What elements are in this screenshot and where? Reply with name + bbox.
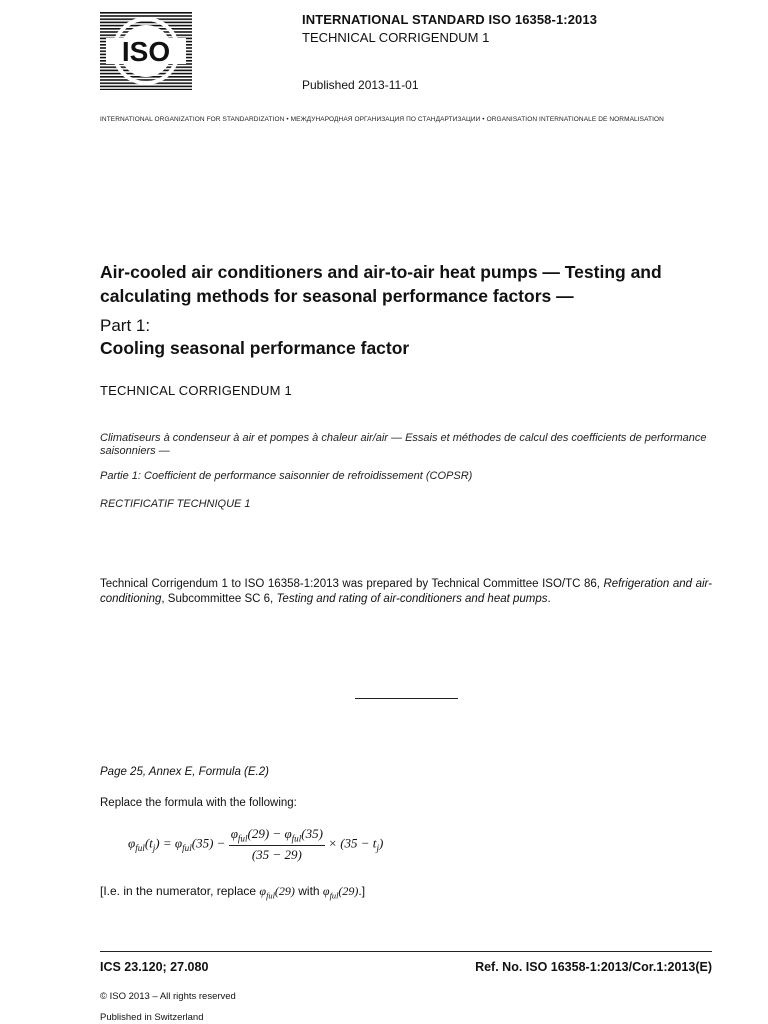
footer-rule [100,951,712,952]
french-corrigendum: RECTIFICATIF TECHNIQUE 1 [100,498,251,510]
copyright-notice: © ISO 2013 – All rights reserved [100,991,236,1002]
french-part: Partie 1: Coefficient de performance saisonnier de refroidissement (COPSR) [100,470,473,482]
published-date: Published 2013-11-01 [302,78,419,92]
iso-logo-text: ISO [121,36,171,67]
ics-codes: ICS 23.120; 27.080 [100,960,209,974]
replace-instruction: Replace the formula with the following: [100,797,297,809]
formula-e2: $\varphi_{ful}(t_j) = \varphi_{ful}(35)$ − $\frac{\varphi_{ful}(29) - \varphi_{ful}(35)}{(35 - 29)}$ × $(35 - t_j)$ [128,826,384,862]
part-number: Part 1: [100,316,151,335]
page-reference: Page 25, Annex E, Formula (E.2) [100,766,269,778]
formula-fraction [229,826,325,863]
organizations-line: INTERNATIONAL ORGANIZATION FOR STANDARDIZATION • МЕЖДУНАРОДНАЯ ОРГАНИЗАЦИЯ ПО СТАНДАРТИЗАЦИИ • ORGANISATION INTERNATIONALE DE NORMALISATION [100,116,664,123]
document-title: Air-cooled air conditioners and air-to-air heat pumps — Testing and calculating methods for seasonal performance factors — [100,262,662,306]
technical-corrigendum: TECHNICAL CORRIGENDUM 1 [100,383,292,398]
separator-rule [355,698,458,699]
prepared-by-paragraph: Technical Corrigendum 1 to ISO 16358-1:2013 was prepared by Technical Committee ISO/TC 86, Refrigeration and air-conditioning, Subcommittee SC 6, Testing and rating of air-conditioners and heat pumps. [100,578,712,605]
standard-number: INTERNATIONAL STANDARD ISO 16358-1:2013 [302,12,598,27]
french-title: Climatiseurs à condenseur à air et pompes à chaleur air/air — Essais et méthodes de calcul des coefficients de performance saisonniers — [100,432,707,457]
formula-note: [I.e. in the numerator, replace $\varphi_{ful}(29)$ with $\varphi_{ful}(29)$.] [100,884,366,901]
fraction-denominator: (35 − 29) [251,846,302,862]
reference-number: Ref. No. ISO 16358-1:2013/Cor.1:2013(E) [475,960,712,974]
part-title: Cooling seasonal performance factor [100,338,410,358]
fraction-numerator: $\varphi_{ful}(29) - \varphi_{ful}(35)$ [230,826,323,844]
published-in: Published in Switzerland [100,1012,204,1023]
iso-logo [100,12,192,90]
corrigendum-label: TECHNICAL CORRIGENDUM 1 [302,30,490,45]
